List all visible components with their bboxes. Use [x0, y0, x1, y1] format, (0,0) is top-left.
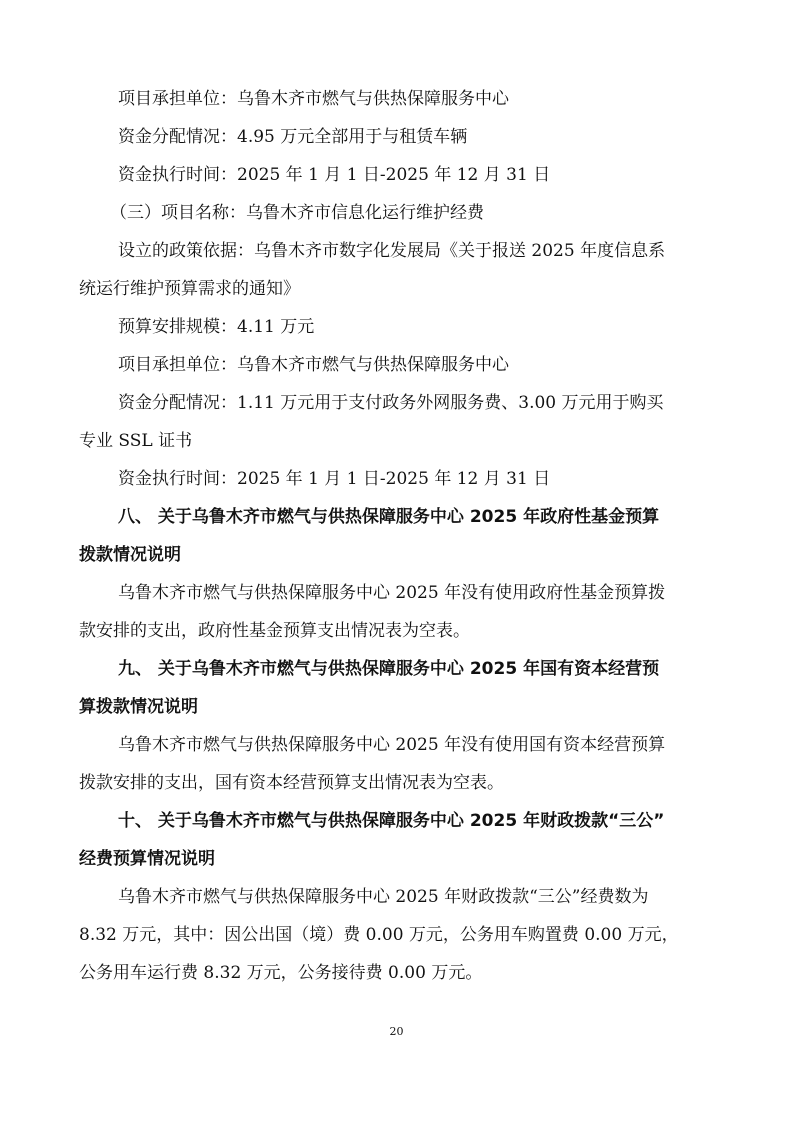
text-line: 项目承担单位：乌鲁木齐市燃气与供热保障服务中心 [118, 355, 509, 375]
text-line: 公务用车运行费 8.32 万元，公务接待费 0.00 万元。 [79, 963, 483, 983]
text-line: 预算安排规模：4.11 万元 [118, 317, 315, 337]
section-heading: 九、 关于乌鲁木齐市燃气与供热保障服务中心 2025 年国有资本经营预 [118, 659, 660, 679]
section-heading: 十、 关于乌鲁木齐市燃气与供热保障服务中心 2025 年财政拨款“三公” [118, 811, 665, 831]
text-line: 款安排的支出，政府性基金预算支出情况表为空表。 [79, 621, 470, 641]
page-number: 20 [389, 1025, 404, 1038]
text-line: （三）项目名称：乌鲁木齐市信息化运行维护经费 [110, 203, 484, 223]
text-line: 统运行维护预算需求的通知》 [79, 279, 300, 299]
text-line: 乌鲁木齐市燃气与供热保障服务中心 2025 年没有使用国有资本经营预算 [118, 735, 666, 755]
text-line: 设立的政策依据：乌鲁木齐市数字化发展局《关于报送 2025 年度信息系 [118, 241, 666, 261]
section-heading: 八、 关于乌鲁木齐市燃气与供热保障服务中心 2025 年政府性基金预算 [118, 507, 660, 527]
section-heading: 拨款情况说明 [79, 545, 181, 565]
text-line: 专业 SSL 证书 [79, 431, 193, 451]
text-line: 拨款安排的支出，国有资本经营预算支出情况表为空表。 [79, 773, 504, 793]
text-line: 项目承担单位：乌鲁木齐市燃气与供热保障服务中心 [118, 89, 509, 109]
text-line: 资金执行时间：2025 年 1 月 1 日-2025 年 12 月 31 日 [118, 469, 551, 489]
text-line: 8.32 万元，其中：因公出国（境）费 0.00 万元，公务用车购置费 0.00 万元， [79, 925, 679, 945]
text-line: 资金分配情况：1.11 万元用于支付政务外网服务费、3.00 万元用于购买 [118, 393, 664, 413]
text-line: 资金分配情况：4.95 万元全部用于与租赁车辆 [118, 127, 468, 147]
text-line: 乌鲁木齐市燃气与供热保障服务中心 2025 年财政拨款“三公”经费数为 [118, 887, 649, 907]
section-heading: 算拨款情况说明 [79, 697, 198, 717]
text-line: 资金执行时间：2025 年 1 月 1 日-2025 年 12 月 31 日 [118, 165, 551, 185]
text-line: 乌鲁木齐市燃气与供热保障服务中心 2025 年没有使用政府性基金预算拨 [118, 583, 666, 603]
section-heading: 经费预算情况说明 [79, 849, 215, 869]
